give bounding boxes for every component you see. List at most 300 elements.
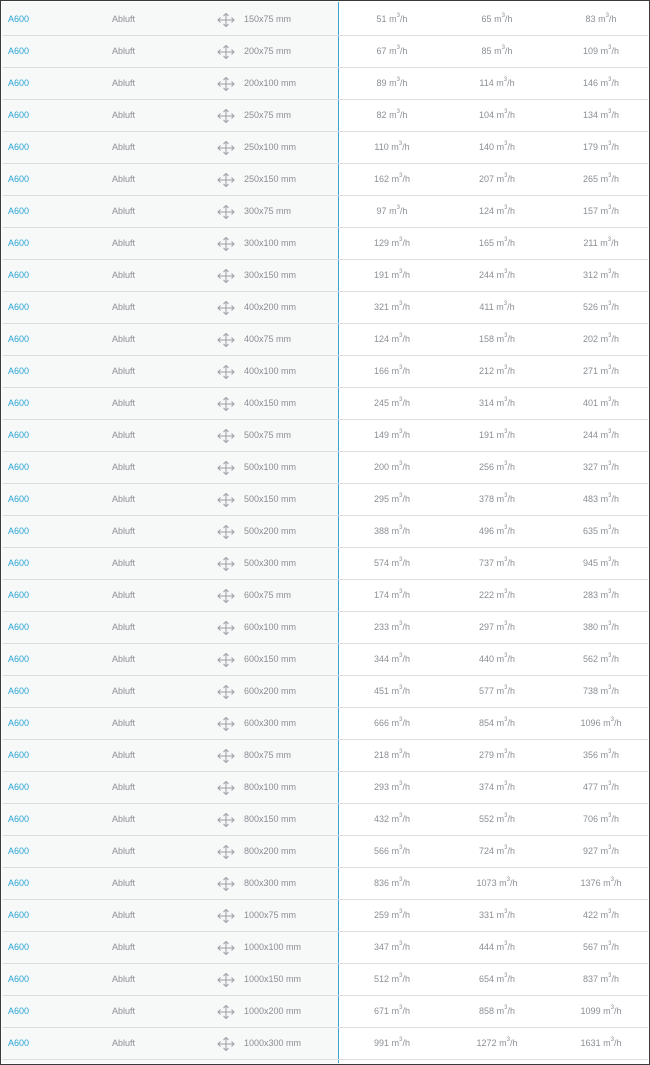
table-row bbox=[2, 1028, 648, 1060]
unit-prefix: m bbox=[391, 814, 400, 824]
model-link[interactable]: A600 bbox=[8, 846, 30, 856]
unit-prefix: m bbox=[600, 174, 609, 184]
unit-suffix: /h bbox=[504, 46, 513, 56]
unit-prefix: m bbox=[391, 558, 400, 568]
unit-suffix: /h bbox=[507, 430, 515, 440]
unit-prefix: m bbox=[499, 1038, 507, 1048]
table-row bbox=[2, 964, 648, 996]
arrows-expand-icon bbox=[216, 268, 236, 284]
type-cell: Abluft bbox=[112, 78, 136, 88]
size-cell: 400x200 mm bbox=[244, 302, 297, 312]
unit-prefix: m bbox=[600, 814, 609, 824]
unit-prefix: m bbox=[391, 1038, 400, 1048]
model-link[interactable]: A600 bbox=[8, 942, 30, 952]
unit-suffix: /h bbox=[507, 78, 515, 88]
model-link[interactable]: A600 bbox=[8, 302, 30, 312]
unit-exponent: 3 bbox=[605, 13, 609, 19]
unit-suffix: /h bbox=[611, 558, 619, 568]
model-link[interactable]: A600 bbox=[8, 142, 30, 152]
unit-exponent: 3 bbox=[504, 109, 508, 115]
size-cell: 800x300 mm bbox=[244, 878, 297, 888]
unit-prefix: m bbox=[499, 878, 507, 888]
unit-suffix: /h bbox=[611, 302, 619, 312]
airflow-value-2: 212 $m^3/h$ bbox=[479, 365, 515, 376]
type-cell: Abluft bbox=[112, 238, 136, 248]
unit-label bbox=[391, 142, 409, 152]
unit-label bbox=[392, 334, 410, 344]
unit-prefix: m bbox=[496, 910, 505, 920]
airflow-value-3: 1631 $m^3/h$ bbox=[580, 1037, 622, 1048]
model-link[interactable]: A600 bbox=[8, 46, 30, 56]
unit-suffix: /h bbox=[507, 206, 515, 216]
model-link[interactable]: A600 bbox=[8, 238, 30, 248]
unit-exponent: 3 bbox=[504, 397, 508, 403]
airflow-value-1: 166 $m^3/h$ bbox=[374, 365, 410, 376]
unit-prefix: m bbox=[600, 366, 609, 376]
size-cell: 200x75 mm bbox=[244, 46, 292, 56]
table-row bbox=[2, 516, 648, 548]
table-row bbox=[2, 580, 648, 612]
unit-suffix: /h bbox=[611, 366, 619, 376]
airflow-value-3: 927 $m^3/h$ bbox=[583, 845, 619, 856]
airflow-value-3: 635 $m^3/h$ bbox=[583, 525, 619, 536]
airflow-value-3: 1376 $m^3/h$ bbox=[580, 877, 622, 888]
airflow-value-1: 836 $m^3/h$ bbox=[374, 877, 410, 888]
airflow-value-2: 440 $m^3/h$ bbox=[479, 653, 515, 664]
unit-exponent: 3 bbox=[608, 493, 612, 499]
airflow-value-2: 1073 $m^3/h$ bbox=[476, 877, 518, 888]
unit-suffix: /h bbox=[611, 462, 619, 472]
model-link[interactable]: A600 bbox=[8, 526, 30, 536]
model-link[interactable]: A600 bbox=[8, 1006, 30, 1016]
table-row bbox=[2, 36, 648, 68]
unit-exponent: 3 bbox=[608, 749, 612, 755]
table-row bbox=[2, 836, 648, 868]
arrows-expand-icon bbox=[216, 940, 236, 956]
unit-exponent: 3 bbox=[399, 781, 403, 787]
unit-prefix: m bbox=[391, 782, 400, 792]
unit-prefix: m bbox=[391, 878, 400, 888]
unit-label bbox=[601, 910, 619, 920]
model-link[interactable]: A600 bbox=[8, 590, 30, 600]
airflow-value-1: 191 $m^3/h$ bbox=[374, 269, 410, 280]
arrows-expand-icon bbox=[216, 780, 236, 796]
model-link[interactable]: A600 bbox=[8, 174, 30, 184]
unit-suffix: /h bbox=[402, 814, 410, 824]
arrows-expand-icon bbox=[216, 844, 236, 860]
unit-exponent: 3 bbox=[504, 557, 508, 563]
unit-label bbox=[601, 78, 619, 88]
unit-exponent: 3 bbox=[399, 1037, 403, 1043]
unit-prefix: m bbox=[391, 846, 400, 856]
unit-prefix: m bbox=[496, 526, 505, 536]
unit-exponent: 3 bbox=[399, 301, 403, 307]
unit-suffix: /h bbox=[402, 366, 410, 376]
unit-suffix: /h bbox=[402, 526, 410, 536]
unit-exponent: 3 bbox=[608, 397, 612, 403]
model-link[interactable]: A600 bbox=[8, 654, 30, 664]
model-link[interactable]: A600 bbox=[8, 558, 30, 568]
unit-prefix: m bbox=[391, 302, 400, 312]
unit-exponent: 3 bbox=[504, 973, 508, 979]
unit-prefix: m bbox=[391, 270, 400, 280]
unit-label bbox=[392, 366, 410, 376]
unit-prefix: m bbox=[389, 206, 397, 216]
unit-exponent: 3 bbox=[504, 461, 508, 467]
unit-suffix: /h bbox=[611, 142, 619, 152]
airflow-value-2: 279 $m^3/h$ bbox=[479, 749, 515, 760]
unit-label bbox=[392, 398, 410, 408]
airflow-value-2: 331 $m^3/h$ bbox=[479, 909, 515, 920]
unit-suffix: /h bbox=[402, 494, 410, 504]
unit-exponent: 3 bbox=[503, 301, 508, 307]
arrows-expand-icon bbox=[216, 44, 236, 60]
table-row bbox=[2, 100, 648, 132]
unit-prefix: m bbox=[391, 654, 400, 664]
unit-exponent: 3 bbox=[506, 1037, 510, 1043]
unit-suffix: /h bbox=[611, 910, 619, 920]
airflow-value-1: 51 $m^3/h$ bbox=[376, 13, 408, 24]
type-cell: Abluft bbox=[112, 366, 136, 376]
type-cell: Abluft bbox=[112, 654, 136, 664]
airflow-value-2: 411 $m^3/h$ bbox=[479, 301, 515, 312]
unit-exponent: 3 bbox=[506, 877, 510, 883]
unit-suffix: /h bbox=[402, 974, 410, 984]
airflow-value-3: 567 $m^3/h$ bbox=[583, 941, 619, 952]
model-link[interactable]: A600 bbox=[8, 878, 30, 888]
unit-label bbox=[392, 238, 410, 248]
type-cell: Abluft bbox=[112, 462, 136, 472]
table-row bbox=[2, 932, 648, 964]
model-link[interactable]: A600 bbox=[8, 430, 30, 440]
type-cell: Abluft bbox=[112, 430, 136, 440]
airflow-value-1: 566 $m^3/h$ bbox=[374, 845, 410, 856]
airflow-value-1: 347 $m^3/h$ bbox=[374, 941, 410, 952]
table-row bbox=[2, 708, 648, 740]
airflow-value-3: 422 $m^3/h$ bbox=[583, 909, 619, 920]
unit-prefix: m bbox=[600, 270, 609, 280]
unit-prefix: m bbox=[600, 846, 609, 856]
model-link[interactable]: A600 bbox=[8, 78, 30, 88]
unit-prefix: m bbox=[496, 366, 505, 376]
unit-prefix: m bbox=[598, 14, 606, 24]
airflow-value-2: 854 $m^3/h$ bbox=[479, 717, 515, 728]
unit-exponent: 3 bbox=[504, 525, 508, 531]
unit-label bbox=[600, 238, 618, 248]
arrows-expand-icon bbox=[216, 812, 236, 828]
unit-prefix: m bbox=[496, 462, 505, 472]
unit-exponent: 3 bbox=[608, 941, 612, 947]
type-cell: Abluft bbox=[112, 1006, 136, 1016]
model-link[interactable]: A600 bbox=[8, 686, 30, 696]
arrows-expand-icon bbox=[216, 460, 236, 476]
model-link[interactable]: A600 bbox=[8, 782, 30, 792]
airflow-value-2: 1272 $m^3/h$ bbox=[476, 1037, 518, 1048]
unit-prefix: m bbox=[600, 750, 609, 760]
unit-exponent: 3 bbox=[399, 621, 403, 627]
size-cell: 250x100 mm bbox=[244, 142, 297, 152]
table-row bbox=[2, 452, 648, 484]
unit-suffix: /h bbox=[611, 590, 619, 600]
model-link[interactable]: A600 bbox=[8, 462, 30, 472]
size-cell: 500x200 mm bbox=[244, 526, 297, 536]
model-link[interactable]: A600 bbox=[8, 718, 30, 728]
unit-label bbox=[392, 974, 410, 984]
unit-label bbox=[497, 942, 515, 952]
unit-exponent: 3 bbox=[399, 813, 403, 819]
unit-label bbox=[497, 270, 515, 280]
table-row bbox=[2, 228, 648, 260]
unit-suffix: /h bbox=[611, 526, 619, 536]
model-link[interactable]: A600 bbox=[8, 910, 30, 920]
unit-exponent: 3 bbox=[504, 941, 508, 947]
unit-label bbox=[601, 270, 619, 280]
unit-exponent: 3 bbox=[608, 845, 612, 851]
airflow-value-1: 82 $m^3/h$ bbox=[376, 109, 408, 120]
unit-label bbox=[601, 782, 619, 792]
airflow-value-1: 67 $m^3/h$ bbox=[376, 45, 408, 56]
unit-label bbox=[497, 718, 515, 728]
unit-suffix: /h bbox=[611, 46, 619, 56]
airflow-value-3: 179 $m^3/h$ bbox=[583, 141, 619, 152]
table-row bbox=[2, 388, 648, 420]
unit-prefix: m bbox=[600, 974, 609, 984]
unit-exponent: 3 bbox=[399, 973, 403, 979]
unit-prefix: m bbox=[391, 910, 400, 920]
unit-label bbox=[497, 782, 515, 792]
unit-exponent: 3 bbox=[504, 365, 508, 371]
unit-suffix: /h bbox=[402, 654, 410, 664]
unit-prefix: m bbox=[391, 430, 400, 440]
unit-exponent: 3 bbox=[504, 205, 508, 211]
unit-suffix: /h bbox=[402, 174, 410, 184]
unit-suffix: /h bbox=[402, 1038, 410, 1048]
unit-prefix: m bbox=[496, 238, 505, 248]
unit-prefix: m bbox=[496, 430, 505, 440]
unit-label bbox=[389, 14, 407, 24]
unit-exponent: 3 bbox=[399, 269, 403, 275]
unit-exponent: 3 bbox=[399, 461, 403, 467]
type-cell: Abluft bbox=[112, 878, 136, 888]
unit-prefix: m bbox=[391, 142, 399, 152]
unit-exponent: 3 bbox=[396, 77, 400, 83]
table-row bbox=[2, 164, 648, 196]
airflow-value-1: 666 $m^3/h$ bbox=[374, 717, 410, 728]
unit-suffix: /h bbox=[507, 782, 515, 792]
unit-label bbox=[389, 78, 407, 88]
unit-label bbox=[392, 494, 410, 504]
unit-label bbox=[497, 174, 515, 184]
model-link[interactable]: A600 bbox=[8, 270, 30, 280]
arrows-expand-icon bbox=[216, 396, 236, 412]
unit-suffix: /h bbox=[507, 910, 515, 920]
table-row bbox=[2, 676, 648, 708]
unit-exponent: 3 bbox=[399, 173, 403, 179]
model-link[interactable]: A600 bbox=[8, 814, 30, 824]
unit-prefix: m bbox=[391, 718, 400, 728]
type-cell: Abluft bbox=[112, 142, 136, 152]
unit-exponent: 3 bbox=[399, 653, 403, 659]
unit-label bbox=[392, 590, 410, 600]
unit-exponent: 3 bbox=[608, 525, 612, 531]
unit-prefix: m bbox=[496, 78, 504, 88]
airflow-value-2: 65 $m^3/h$ bbox=[481, 13, 513, 24]
unit-suffix: /h bbox=[402, 270, 410, 280]
unit-suffix: /h bbox=[402, 334, 410, 344]
type-cell: Abluft bbox=[112, 174, 136, 184]
unit-suffix: /h bbox=[611, 110, 619, 120]
unit-suffix: /h bbox=[507, 110, 515, 120]
unit-suffix: /h bbox=[507, 174, 515, 184]
unit-label bbox=[497, 590, 515, 600]
unit-suffix: /h bbox=[402, 1006, 410, 1016]
unit-label bbox=[601, 494, 619, 504]
unit-exponent: 3 bbox=[504, 269, 508, 275]
unit-label bbox=[601, 462, 619, 472]
unit-label bbox=[494, 46, 512, 56]
type-cell: Abluft bbox=[112, 622, 136, 632]
airflow-value-2: 552 $m^3/h$ bbox=[479, 813, 515, 824]
airflow-value-1: 89 $m^3/h$ bbox=[376, 77, 408, 88]
model-link[interactable]: A600 bbox=[8, 494, 30, 504]
airflow-value-3: 356 $m^3/h$ bbox=[583, 749, 619, 760]
size-cell: 600x75 mm bbox=[244, 590, 292, 600]
model-link[interactable]: A600 bbox=[8, 622, 30, 632]
unit-exponent: 3 bbox=[399, 909, 403, 915]
airflow-value-3: 312 $m^3/h$ bbox=[583, 269, 619, 280]
unit-prefix: m bbox=[391, 366, 400, 376]
type-cell: Abluft bbox=[112, 718, 136, 728]
unit-prefix: m bbox=[391, 974, 400, 984]
unit-exponent: 3 bbox=[608, 653, 612, 659]
unit-prefix: m bbox=[391, 398, 400, 408]
unit-label bbox=[601, 206, 619, 216]
table-row bbox=[2, 996, 648, 1028]
unit-suffix: /h bbox=[507, 814, 515, 824]
model-link[interactable]: A600 bbox=[8, 110, 30, 120]
size-cell: 1000x75 mm bbox=[244, 910, 297, 920]
unit-exponent: 3 bbox=[608, 173, 612, 179]
unit-suffix: /h bbox=[611, 78, 619, 88]
unit-label bbox=[392, 1038, 410, 1048]
unit-exponent: 3 bbox=[399, 877, 403, 883]
unit-prefix: m bbox=[496, 750, 505, 760]
airflow-value-2: 222 $m^3/h$ bbox=[479, 589, 515, 600]
model-link[interactable]: A600 bbox=[8, 206, 30, 216]
table-row bbox=[2, 4, 648, 36]
unit-prefix: m bbox=[496, 142, 505, 152]
unit-suffix: /h bbox=[611, 398, 619, 408]
unit-exponent: 3 bbox=[608, 301, 612, 307]
unit-suffix: /h bbox=[402, 558, 410, 568]
unit-suffix: /h bbox=[399, 110, 408, 120]
unit-label bbox=[499, 1038, 517, 1048]
unit-prefix: m bbox=[391, 590, 400, 600]
model-link[interactable]: A600 bbox=[8, 1038, 30, 1048]
type-cell: Abluft bbox=[112, 782, 136, 792]
unit-prefix: m bbox=[600, 430, 609, 440]
unit-suffix: /h bbox=[402, 686, 410, 696]
unit-exponent: 3 bbox=[608, 269, 612, 275]
unit-suffix: /h bbox=[402, 622, 410, 632]
model-link[interactable]: A600 bbox=[8, 334, 30, 344]
unit-exponent: 3 bbox=[608, 109, 612, 115]
model-link[interactable]: A600 bbox=[8, 750, 30, 760]
airflow-value-2: 496 $m^3/h$ bbox=[479, 525, 515, 536]
airflow-value-1: 149 $m^3/h$ bbox=[374, 429, 410, 440]
size-cell: 1000x100 mm bbox=[244, 942, 302, 952]
unit-label bbox=[496, 78, 514, 88]
table-row bbox=[2, 292, 648, 324]
unit-suffix: /h bbox=[402, 142, 410, 152]
unit-exponent: 3 bbox=[399, 557, 403, 563]
airflow-value-1: 388 $m^3/h$ bbox=[374, 525, 410, 536]
model-link[interactable]: A600 bbox=[8, 974, 30, 984]
model-link[interactable]: A600 bbox=[8, 366, 30, 376]
unit-label bbox=[601, 334, 619, 344]
airflow-value-1: 110 $m^3/h$ bbox=[374, 141, 410, 152]
airflow-value-2: 207 $m^3/h$ bbox=[479, 173, 515, 184]
unit-suffix: /h bbox=[399, 78, 408, 88]
type-cell: Abluft bbox=[112, 846, 136, 856]
unit-suffix: /h bbox=[611, 974, 619, 984]
unit-prefix: m bbox=[391, 686, 400, 696]
unit-prefix: m bbox=[496, 590, 505, 600]
unit-prefix: m bbox=[391, 750, 400, 760]
type-cell: Abluft bbox=[112, 942, 136, 952]
unit-label bbox=[601, 142, 619, 152]
unit-exponent: 3 bbox=[399, 493, 403, 499]
unit-exponent: 3 bbox=[399, 941, 403, 947]
size-cell: 300x100 mm bbox=[244, 238, 297, 248]
unit-prefix: m bbox=[496, 270, 505, 280]
size-cell: 800x150 mm bbox=[244, 814, 297, 824]
unit-exponent: 3 bbox=[396, 13, 400, 19]
table-row bbox=[2, 260, 648, 292]
unit-label bbox=[601, 654, 619, 664]
unit-exponent: 3 bbox=[608, 45, 612, 51]
unit-label bbox=[497, 494, 515, 504]
unit-prefix: m bbox=[600, 494, 609, 504]
unit-prefix: m bbox=[600, 46, 609, 56]
arrows-expand-icon bbox=[216, 428, 236, 444]
unit-label bbox=[601, 750, 619, 760]
arrows-expand-icon bbox=[216, 236, 236, 252]
arrows-expand-icon bbox=[216, 1004, 236, 1020]
unit-label bbox=[601, 526, 619, 536]
unit-exponent: 3 bbox=[504, 493, 508, 499]
unit-prefix: m bbox=[391, 494, 400, 504]
unit-prefix: m bbox=[496, 398, 505, 408]
unit-exponent: 3 bbox=[608, 781, 612, 787]
size-cell: 600x200 mm bbox=[244, 686, 297, 696]
model-link[interactable]: A600 bbox=[8, 398, 30, 408]
unit-exponent: 3 bbox=[504, 333, 508, 339]
airflow-value-3: 1099 $m^3/h$ bbox=[580, 1005, 622, 1016]
airflow-value-3: 109 $m^3/h$ bbox=[583, 45, 619, 56]
unit-exponent: 3 bbox=[399, 237, 403, 243]
arrows-expand-icon bbox=[216, 76, 236, 92]
model-link[interactable]: A600 bbox=[8, 14, 30, 24]
unit-prefix: m bbox=[391, 526, 400, 536]
size-cell: 600x150 mm bbox=[244, 654, 297, 664]
unit-label bbox=[497, 686, 515, 696]
arrows-expand-icon bbox=[216, 748, 236, 764]
unit-label bbox=[601, 302, 619, 312]
unit-label bbox=[494, 14, 512, 24]
unit-label bbox=[601, 46, 619, 56]
unit-suffix: /h bbox=[611, 494, 619, 504]
